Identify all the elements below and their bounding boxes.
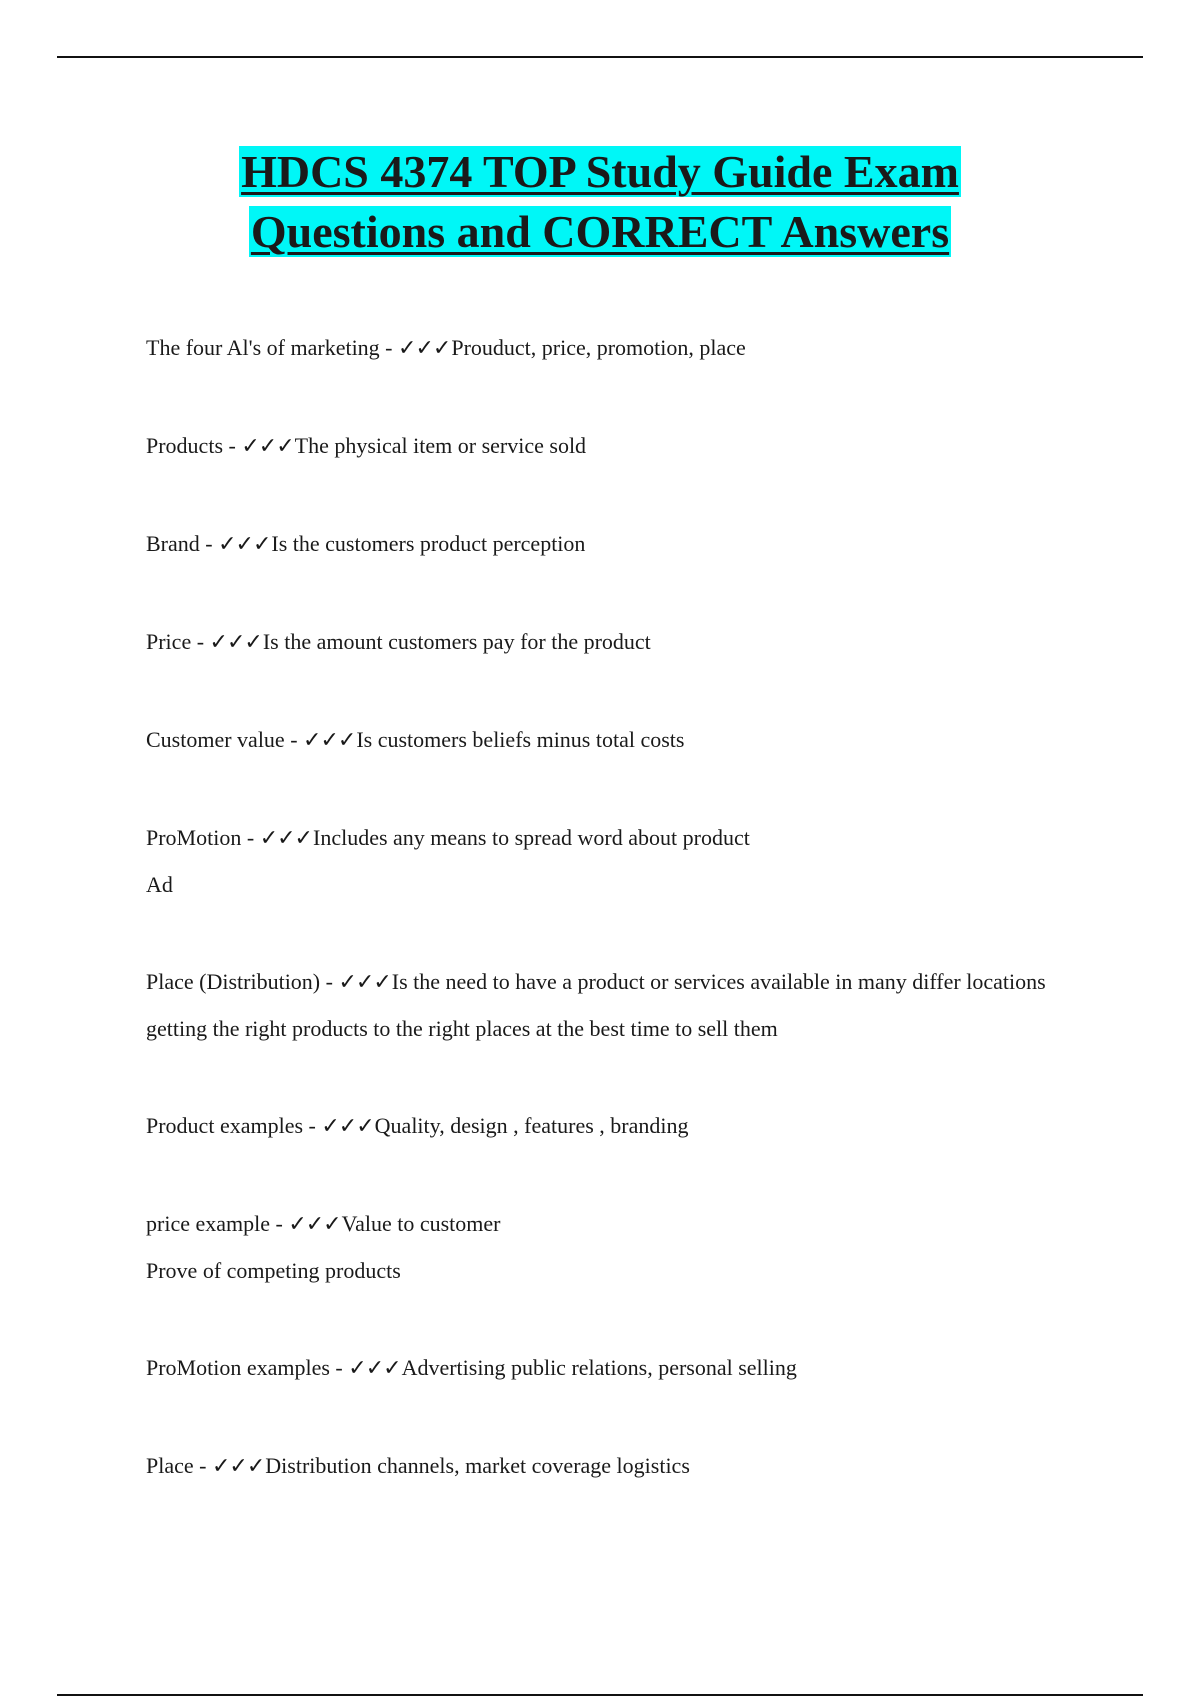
check-marks-icon: ✓✓✓ bbox=[259, 826, 312, 851]
question-term: price example - bbox=[146, 1211, 289, 1236]
question-term: Place - bbox=[146, 1453, 212, 1478]
answer-text: Prouduct, price, promotion, place bbox=[451, 335, 746, 360]
answer-text: The physical item or service sold bbox=[294, 433, 587, 458]
answer-extra: Ad bbox=[146, 872, 173, 897]
check-marks-icon: ✓✓✓ bbox=[218, 532, 271, 557]
qa-item bbox=[146, 724, 1066, 757]
qa-item bbox=[146, 1110, 1066, 1143]
answer-extra: Prove of competing products bbox=[146, 1258, 401, 1283]
check-marks-icon: ✓✓✓ bbox=[303, 728, 356, 753]
check-marks-icon: ✓✓✓ bbox=[348, 1356, 401, 1381]
check-marks-icon: ✓✓✓ bbox=[209, 630, 262, 655]
check-marks-icon: ✓✓✓ bbox=[398, 336, 451, 361]
bottom-rule bbox=[57, 1694, 1143, 1696]
answer-text: Value to customer bbox=[341, 1211, 501, 1236]
question-term: Brand - bbox=[146, 531, 219, 556]
check-marks-icon: ✓✓✓ bbox=[211, 1454, 265, 1479]
qa-item bbox=[146, 626, 1066, 659]
question-term: ProMotion - bbox=[146, 825, 260, 850]
question-term: Product examples - bbox=[146, 1113, 322, 1138]
answer-text: Quality, design , features , branding bbox=[374, 1113, 689, 1138]
qa-item bbox=[146, 1450, 1066, 1483]
title-line-1: HDCS 4374 TOP Study Guide Exam bbox=[241, 146, 959, 197]
question-term: Place (Distribution) - bbox=[146, 969, 339, 994]
question-term: ProMotion examples - bbox=[146, 1355, 349, 1380]
check-marks-icon: ✓✓✓ bbox=[338, 970, 391, 995]
qa-item bbox=[146, 1352, 1066, 1385]
qa-item bbox=[146, 966, 1066, 1045]
qa-item bbox=[146, 822, 1066, 901]
document-title bbox=[0, 142, 1200, 262]
title-line-2: Questions and CORRECT Answers bbox=[250, 206, 950, 257]
check-marks-icon: ✓✓✓ bbox=[321, 1114, 374, 1139]
answer-text: Includes any means to spread word about product bbox=[313, 825, 750, 850]
answer-extra: getting the right products to the right places at the best time to sell them bbox=[146, 1016, 778, 1041]
answer-text: Is customers beliefs minus total costs bbox=[356, 727, 685, 752]
qa-item bbox=[146, 528, 1066, 561]
answer-text: Distribution channels, market coverage logistics bbox=[265, 1453, 690, 1478]
check-marks-icon: ✓✓✓ bbox=[241, 434, 294, 459]
qa-item bbox=[146, 430, 1066, 463]
question-list bbox=[146, 332, 1066, 1548]
question-term: The four Al's of marketing - bbox=[146, 335, 399, 360]
answer-text: Advertising public relations, personal selling bbox=[401, 1355, 797, 1380]
question-term: Customer value - bbox=[146, 727, 304, 752]
qa-item bbox=[146, 1208, 1066, 1287]
question-term: Price - bbox=[146, 629, 210, 654]
top-rule bbox=[57, 56, 1143, 58]
check-marks-icon: ✓✓✓ bbox=[288, 1212, 341, 1237]
question-term: Products - bbox=[146, 433, 242, 458]
answer-text: Is the need to have a product or services available in many differ locations bbox=[391, 969, 1046, 994]
qa-item bbox=[146, 332, 1066, 365]
answer-text: Is the customers product perception bbox=[271, 531, 586, 556]
answer-text: Is the amount customers pay for the product bbox=[262, 629, 651, 654]
